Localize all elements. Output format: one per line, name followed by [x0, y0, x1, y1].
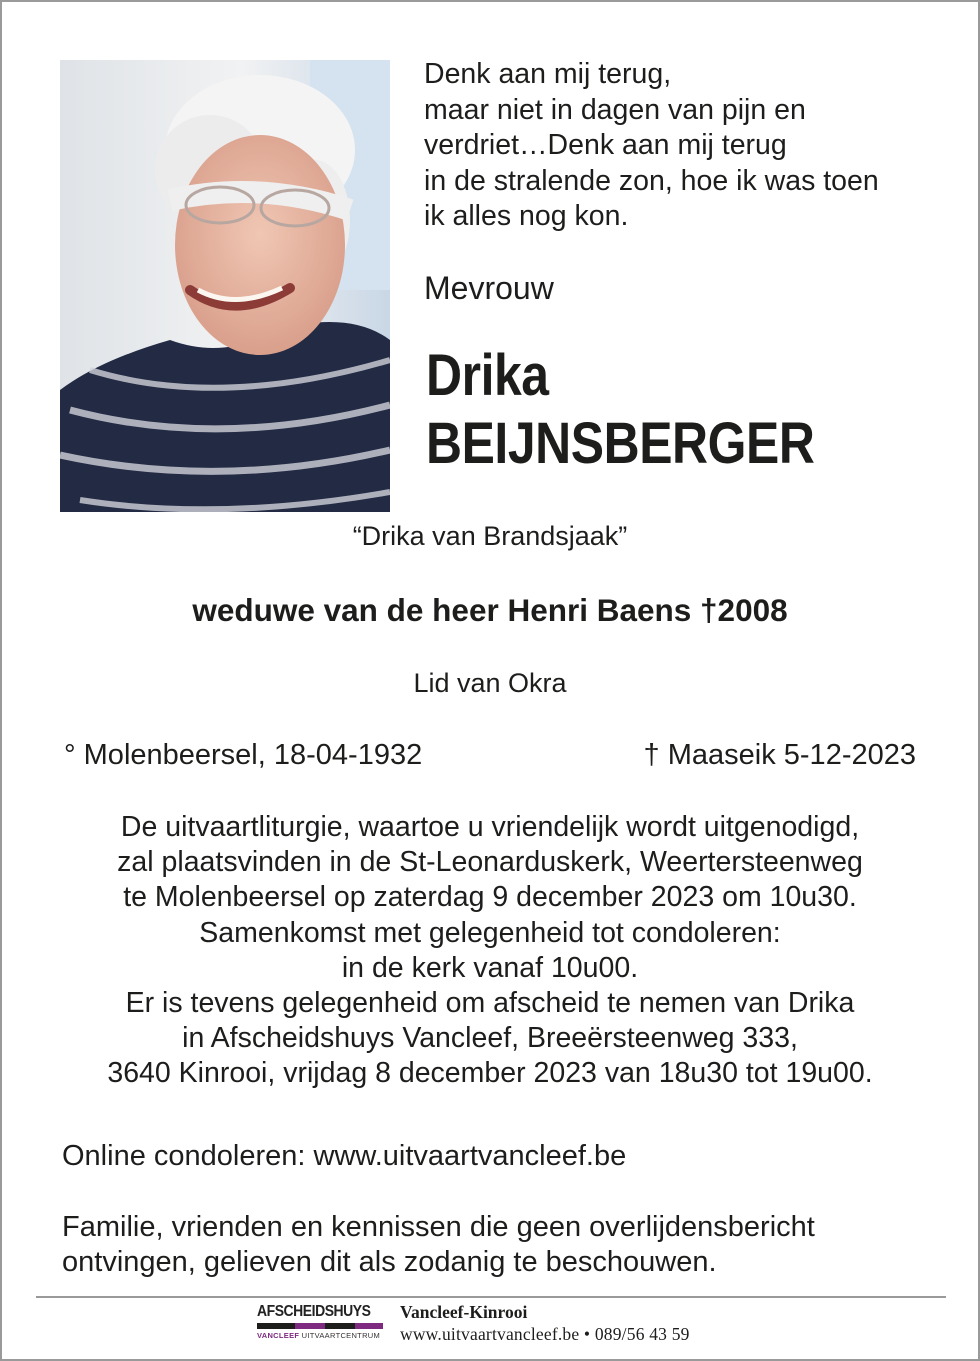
poem [424, 57, 954, 235]
online-condolence: Online condoleren: www.uitvaartvancleef.be [62, 1140, 627, 1172]
honorific: Mevrouw [424, 270, 554, 306]
service-line: in de kerk vanaf 10u00. [341, 951, 639, 984]
notice [62, 1210, 815, 1280]
membership: Lid van Okra [413, 668, 567, 698]
company-name: Vancleef-Kinrooi [400, 1302, 528, 1322]
notice-line: Familie, vrienden en kennissen die geen overlijdensbericht [62, 1211, 815, 1243]
poem-line: ik alles nog kon. [424, 200, 629, 232]
deceased-name [426, 342, 814, 478]
service-line: 3640 Kinrooi, vrijdag 8 december 2023 van 18u30 tot 19u00. [107, 1057, 873, 1090]
death-info: † Maaseik 5-12-2023 [643, 739, 916, 771]
logo-vancleef: VANCLEEF [257, 1331, 300, 1340]
logo-wordmark: AFSCHEIDSHUYS [257, 1303, 371, 1320]
logo-bar-segment [355, 1323, 383, 1329]
poem-line: Denk aan mij terug, [424, 58, 672, 90]
logo-bar-segment [325, 1323, 355, 1329]
logo-bar-segment [295, 1323, 325, 1329]
service-line: Samenkomst met gelegenheid tot condoleren: [199, 916, 781, 949]
footer-contact [400, 1302, 690, 1345]
service-line: te Molenbeersel op zaterdag 9 december 2023 om 10u30. [123, 881, 857, 914]
poem-line: verdriet…Denk aan mij terug [424, 129, 787, 161]
nickname: “Drika van Brandsjaak” [352, 521, 628, 551]
footer-divider [36, 1296, 946, 1298]
logo-center-text: UITVAARTCENTRUM [301, 1331, 381, 1340]
first-name: Drika [426, 343, 549, 408]
poem-line: in de stralende zon, hoe ik was toen [424, 164, 879, 197]
service-line: De uitvaartliturgie, waartoe u vriendelijk wordt uitgenodigd, [120, 811, 860, 843]
service-line: Er is tevens gelegenheid om afscheid te nemen van Drika [125, 987, 855, 1020]
service-details [2, 810, 978, 1092]
birth-info: ° Molenbeersel, 18-04-1932 [64, 739, 423, 771]
poem-line: maar niet in dagen van pijn en [424, 93, 806, 126]
portrait-photo [60, 60, 390, 512]
logo-color-bar [257, 1323, 383, 1329]
service-line: zal plaatsvinden in de St-Leonarduskerk, Weertersteenweg [117, 846, 863, 879]
contact-line: www.uitvaartvancleef.be • 089/56 43 59 [400, 1324, 690, 1344]
notice-line: ontvingen, gelieven dit als zodanig te beschouwen. [62, 1246, 717, 1278]
service-line: in Afscheidshuys Vancleef, Breeërsteenweg 333, [182, 1022, 798, 1055]
logo-bar-segment [257, 1323, 295, 1329]
widow-of: weduwe van de heer Henri Baens †2008 [192, 592, 788, 628]
funeral-home-logo [257, 1304, 383, 1344]
logo-subtitle [257, 1331, 383, 1341]
last-name: BEIJNSBERGER [426, 411, 815, 476]
